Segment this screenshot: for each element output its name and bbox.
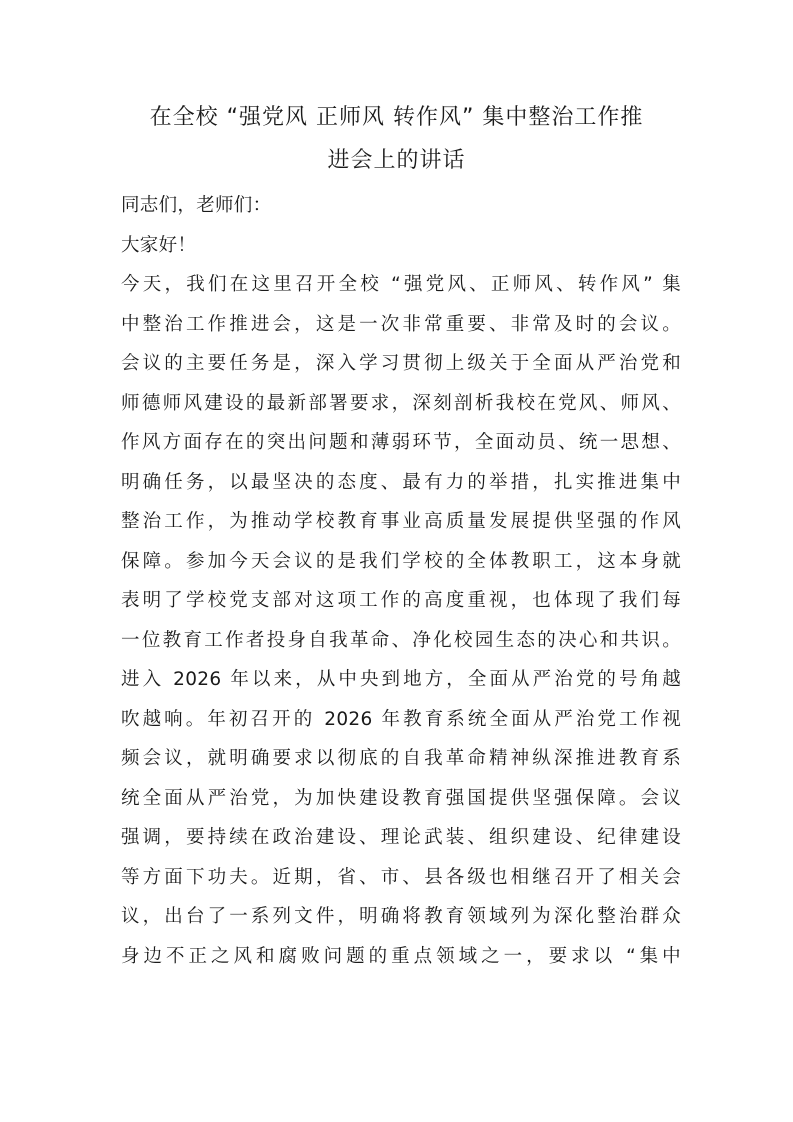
body-line: 作风方面存在的突出问题和薄弱环节，全面动员、统一思想、	[121, 432, 681, 453]
body-line: 会议的主要任务是，深入学习贯彻上级关于全面从严治党和	[121, 353, 681, 374]
body-line: 今天，我们在这里召开全校 “强党风、正师风、转作风” 集	[121, 274, 681, 295]
document-title-line-2: 进会上的讲话	[327, 148, 466, 173]
body-line: 一位教育工作者投身自我革命、净化校园生态的决心和共识。	[121, 629, 681, 651]
body-line: 议，出台了一系列文件，明确将教育领域列为深化整治群众	[121, 906, 681, 927]
body-line: 吹越响。年初召开的 2026 年教育系统全面从严治党工作视	[121, 708, 681, 730]
body-line: 明确任务，以最坚决的态度、最有力的举措，扎实推进集中	[121, 471, 681, 493]
body-line: 身边不正之风和腐败问题的重点领域之一，要求以 “集中	[121, 945, 681, 967]
document-title-line-1: 在全校 “强党风 正师风 转作风” 集中整治工作推	[149, 105, 644, 130]
document-body	[121, 186, 681, 976]
body-line: 保障。参加今天会议的是我们学校的全体教职工，这本身就	[121, 550, 681, 572]
body-line: 强调，要持续在政治建设、理论武装、组织建设、纪律建设	[121, 827, 681, 848]
body-line: 表明了学校党支部对这项工作的高度重视，也体现了我们每	[121, 590, 681, 611]
body-line: 中整治工作推进会，这是一次非常重要、非常及时的会议。	[121, 313, 681, 335]
body-line: 统全面从严治党，为加快建设教育强国提供坚强保障。会议	[121, 787, 681, 809]
body-line: 等方面下功夫。近期，省、市、县各级也相继召开了相关会	[121, 866, 681, 888]
greeting: 大家好！	[121, 234, 197, 256]
body-line: 整治工作，为推动学校教育事业高质量发展提供坚强的作风	[121, 511, 681, 532]
body-line: 进入 2026 年以来，从中央到地方，全面从严治党的号角越	[121, 669, 681, 690]
body-line: 师德师风建设的最新部署要求，深刻剖析我校在党风、师风、	[121, 392, 681, 414]
body-line: 频会议，就明确要求以彻底的自我革命精神纵深推进教育系	[121, 748, 681, 769]
salutation: 同志们，老师们：	[121, 195, 272, 216]
